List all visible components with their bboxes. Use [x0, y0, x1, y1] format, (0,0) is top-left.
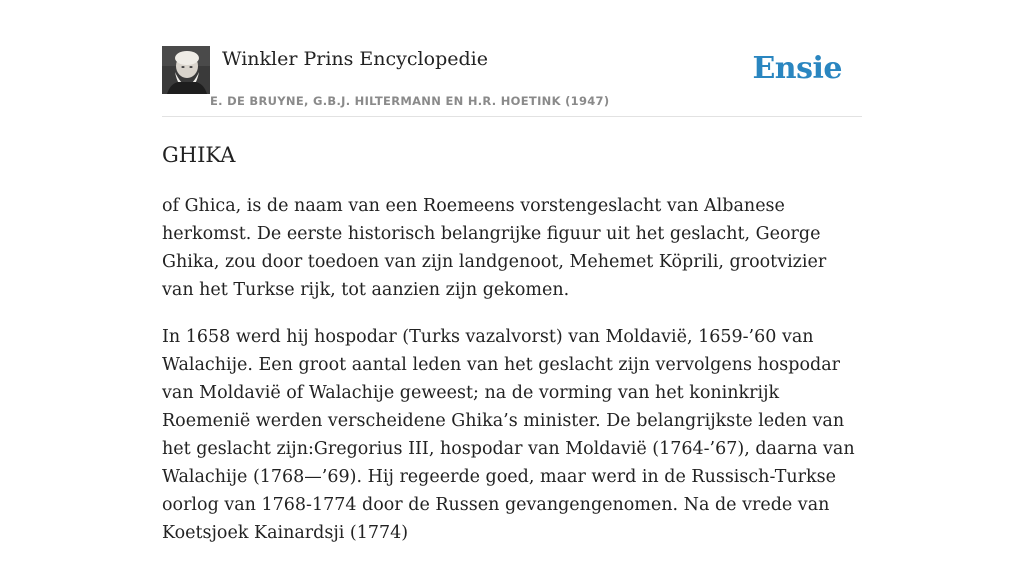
- article-body: [162, 192, 862, 566]
- article-paragraph: In 1658 werd hij hospodar (Turks vazalvorst) van Moldavië, 1659-’60 van Walachije. Een groot aantal leden van het geslacht zijn vervolgens hospodar van Moldavië of Walachije geweest; na de vorming van het koninkrijk Roemenië werden verscheidene Ghika’s minister. De belangrijkste leden van het geslacht zijn:Gregorius III, hospodar van Moldavië (1764-’67), daarna van Walachije (1768—’69). Hij regeerde goed, maar werd in de Russisch-Turkse oorlog van 1768-1774 door de Russen gevangengenomen. Na de vrede van Koetsjoek Kainardsji (1774): [162, 327, 855, 543]
- publication-title[interactable]: Winkler Prins Encyclopedie: [222, 48, 488, 70]
- article-title: GHIKA: [162, 143, 236, 167]
- brand-logo[interactable]: Ensie: [752, 51, 842, 86]
- author-portrait-icon[interactable]: [162, 46, 210, 94]
- article-paragraph: of Ghica, is de naam van een Roemeens vorstengeslacht van Albanese herkomst. De eerste historisch belangrijke figuur uit het geslacht, George Ghika, zou door toedoen van zijn landgenoot, Mehemet Köprili, grootvizier van het Turkse rijk, tot aanzien zijn gekomen.: [162, 196, 827, 300]
- publication-authors: E. DE BRUYNE, G.B.J. HILTERMANN EN H.R. HOETINK (1947): [210, 94, 610, 108]
- portrait-image: [162, 46, 210, 94]
- page-header: [162, 46, 862, 117]
